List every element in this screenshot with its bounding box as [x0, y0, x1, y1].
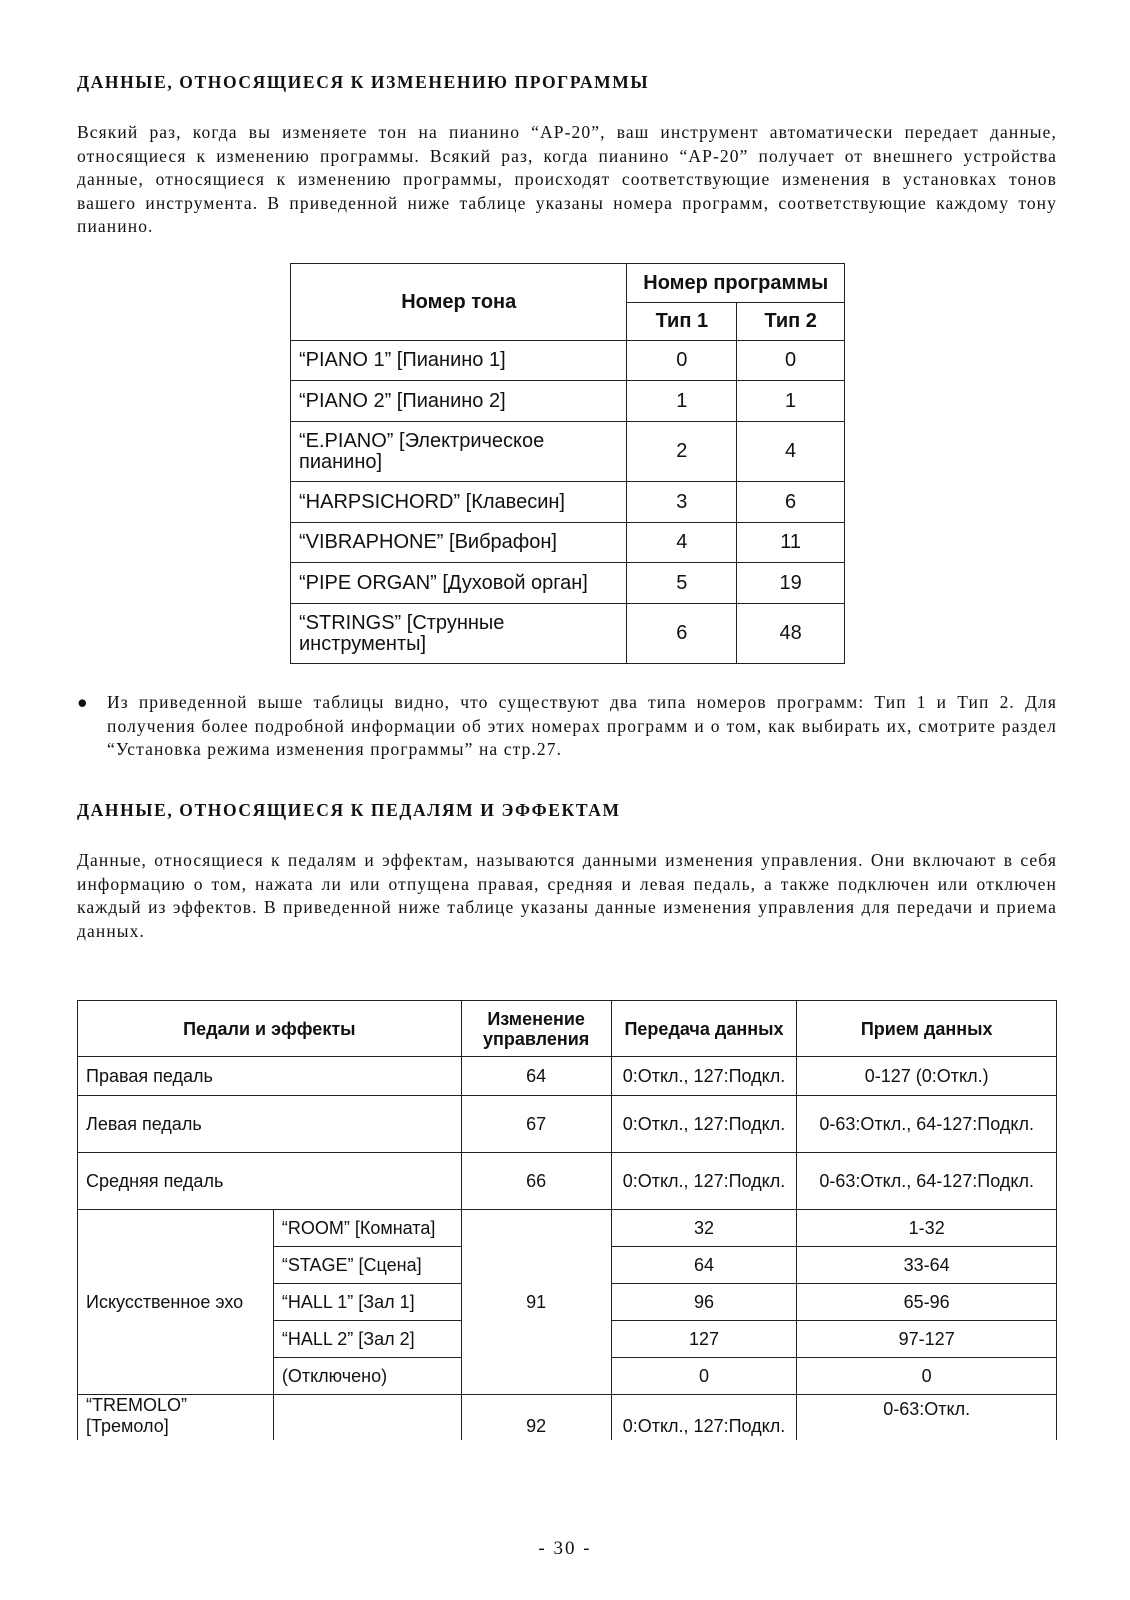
middle-pedal-label: Средняя педаль [78, 1153, 462, 1210]
note-text: Из приведенной выше таблицы видно, что существуют два типа номеров программ: Тип 1 и Тип 2. Для получения более подробной информации об этих номерах программ и о том, как выбирать их, смотрите раздел “Установка режима изменения программы” на стр.27. [107, 692, 1057, 759]
table-row [78, 1395, 1057, 1441]
tone-name: “PIANO 2” [Пианино 2] [291, 381, 627, 422]
right-pedal-receive: 0-127 (0:Откл.) [797, 1057, 1057, 1096]
type1-value: 4 [627, 523, 737, 563]
table-row [78, 1057, 1057, 1096]
reverb-control: 91 [461, 1210, 611, 1395]
reverb-mode: “HALL 1” [Зал 1] [273, 1284, 461, 1321]
header-data-receive: Прием данных [797, 1001, 1057, 1057]
header-pedals-effects: Педали и эффекты [78, 1001, 462, 1057]
tone-name: “HARPSICHORD” [Клавесин] [291, 482, 627, 523]
type2-value: 48 [737, 604, 845, 664]
middle-pedal-send: 0:Откл., 127:Подкл. [611, 1153, 797, 1210]
type2-value: 6 [737, 482, 845, 523]
tone-name: “PIPE ORGAN” [Духовой орган] [291, 563, 627, 604]
reverb-receive: 97-127 [797, 1321, 1057, 1358]
reverb-label: Искусственное эхо [78, 1210, 274, 1395]
tremolo-send: 0:Откл., 127:Подкл. [611, 1395, 797, 1441]
tremolo-mode-empty [273, 1395, 461, 1441]
reverb-send: 96 [611, 1284, 797, 1321]
type2-value: 0 [737, 341, 845, 381]
reverb-mode: (Отключено) [273, 1358, 461, 1395]
table-row [78, 1210, 1057, 1247]
reverb-send: 32 [611, 1210, 797, 1247]
reverb-mode: “ROOM” [Комната] [273, 1210, 461, 1247]
table-row [78, 1096, 1057, 1153]
type1-value: 5 [627, 563, 737, 604]
tone-name: “STRINGS” [Струнные инструменты] [291, 604, 627, 664]
reverb-send: 127 [611, 1321, 797, 1358]
bullet-icon: ● [77, 692, 89, 712]
reverb-receive: 0 [797, 1358, 1057, 1395]
section-heading-pedals-effects: ДАННЫЕ, ОТНОСЯЩИЕСЯ К ПЕДАЛЯМ И ЭФФЕКТАМ [77, 800, 621, 820]
tremolo-label: “TREMOLO” [Тремоло] [78, 1395, 274, 1441]
type2-value: 19 [737, 563, 845, 604]
right-pedal-label: Правая педаль [78, 1057, 462, 1096]
tone-name: “E.PIANO” [Электрическое пианино] [291, 422, 627, 482]
table-row [78, 1153, 1057, 1210]
tone-name: “PIANO 1” [Пианино 1] [291, 341, 627, 381]
header-program-number: Номер программы [627, 264, 845, 303]
left-pedal-label: Левая педаль [78, 1096, 462, 1153]
header-type1: Тип 1 [627, 303, 737, 341]
middle-pedal-control: 66 [461, 1153, 611, 1210]
type1-value: 2 [627, 422, 737, 482]
type1-value: 3 [627, 482, 737, 523]
reverb-mode: “HALL 2” [Зал 2] [273, 1321, 461, 1358]
reverb-send: 0 [611, 1358, 797, 1395]
reverb-send: 64 [611, 1247, 797, 1284]
type1-value: 1 [627, 381, 737, 422]
intro-paragraph-pedals-effects: Данные, относящиеся к педалям и эффектам, называются данными изменения управления. Они включают в себя информацию о том, нажата ли или отпущена правая, средняя и левая педаль, а также подключен или отключен каждый из эффектов. В приведенной ниже таблице указаны данные изменения управления для передачи и приема данных. [77, 850, 1057, 941]
left-pedal-control: 67 [461, 1096, 611, 1153]
right-pedal-control: 64 [461, 1057, 611, 1096]
type2-value: 4 [737, 422, 845, 482]
intro-paragraph-program-change: Всякий раз, когда вы изменяете тон на пианино “AP-20”, ваш инструмент автоматически передает данные, относящиеся к изменению программы. Всякий раз, когда пианино “AP-20” получает от внешнего устройства данные, относящиеся к изменению программы, происходят соответствующие изменения в установках тонов вашего инструмента. В приведенной ниже таблице указаны номера программ, соответствующие каждому тону пианино. [77, 122, 1057, 236]
type1-value: 6 [627, 604, 737, 664]
header-data-send: Передача данных [611, 1001, 797, 1057]
reverb-receive: 1-32 [797, 1210, 1057, 1247]
type2-value: 11 [737, 523, 845, 563]
reverb-receive: 33-64 [797, 1247, 1057, 1284]
tremolo-receive: 0-63:Откл. [797, 1395, 1057, 1441]
control-change-table [77, 1000, 1057, 1440]
section-heading-program-change: ДАННЫЕ, ОТНОСЯЩИЕСЯ К ИЗМЕНЕНИЮ ПРОГРАММЫ [77, 72, 650, 92]
reverb-mode: “STAGE” [Сцена] [273, 1247, 461, 1284]
header-type2: Тип 2 [737, 303, 845, 341]
reverb-receive: 65-96 [797, 1284, 1057, 1321]
left-pedal-receive: 0-63:Откл., 64-127:Подкл. [797, 1096, 1057, 1153]
type2-value: 1 [737, 381, 845, 422]
header-control-change: Изменение управления [461, 1001, 611, 1057]
middle-pedal-receive: 0-63:Откл., 64-127:Подкл. [797, 1153, 1057, 1210]
left-pedal-send: 0:Откл., 127:Подкл. [611, 1096, 797, 1153]
page-number: - 30 - [538, 1538, 592, 1559]
tone-name: “VIBRAPHONE” [Вибрафон] [291, 523, 627, 563]
right-pedal-send: 0:Откл., 127:Подкл. [611, 1057, 797, 1096]
type1-value: 0 [627, 341, 737, 381]
header-tone-number: Номер тона [291, 264, 627, 341]
tremolo-control: 92 [461, 1395, 611, 1441]
